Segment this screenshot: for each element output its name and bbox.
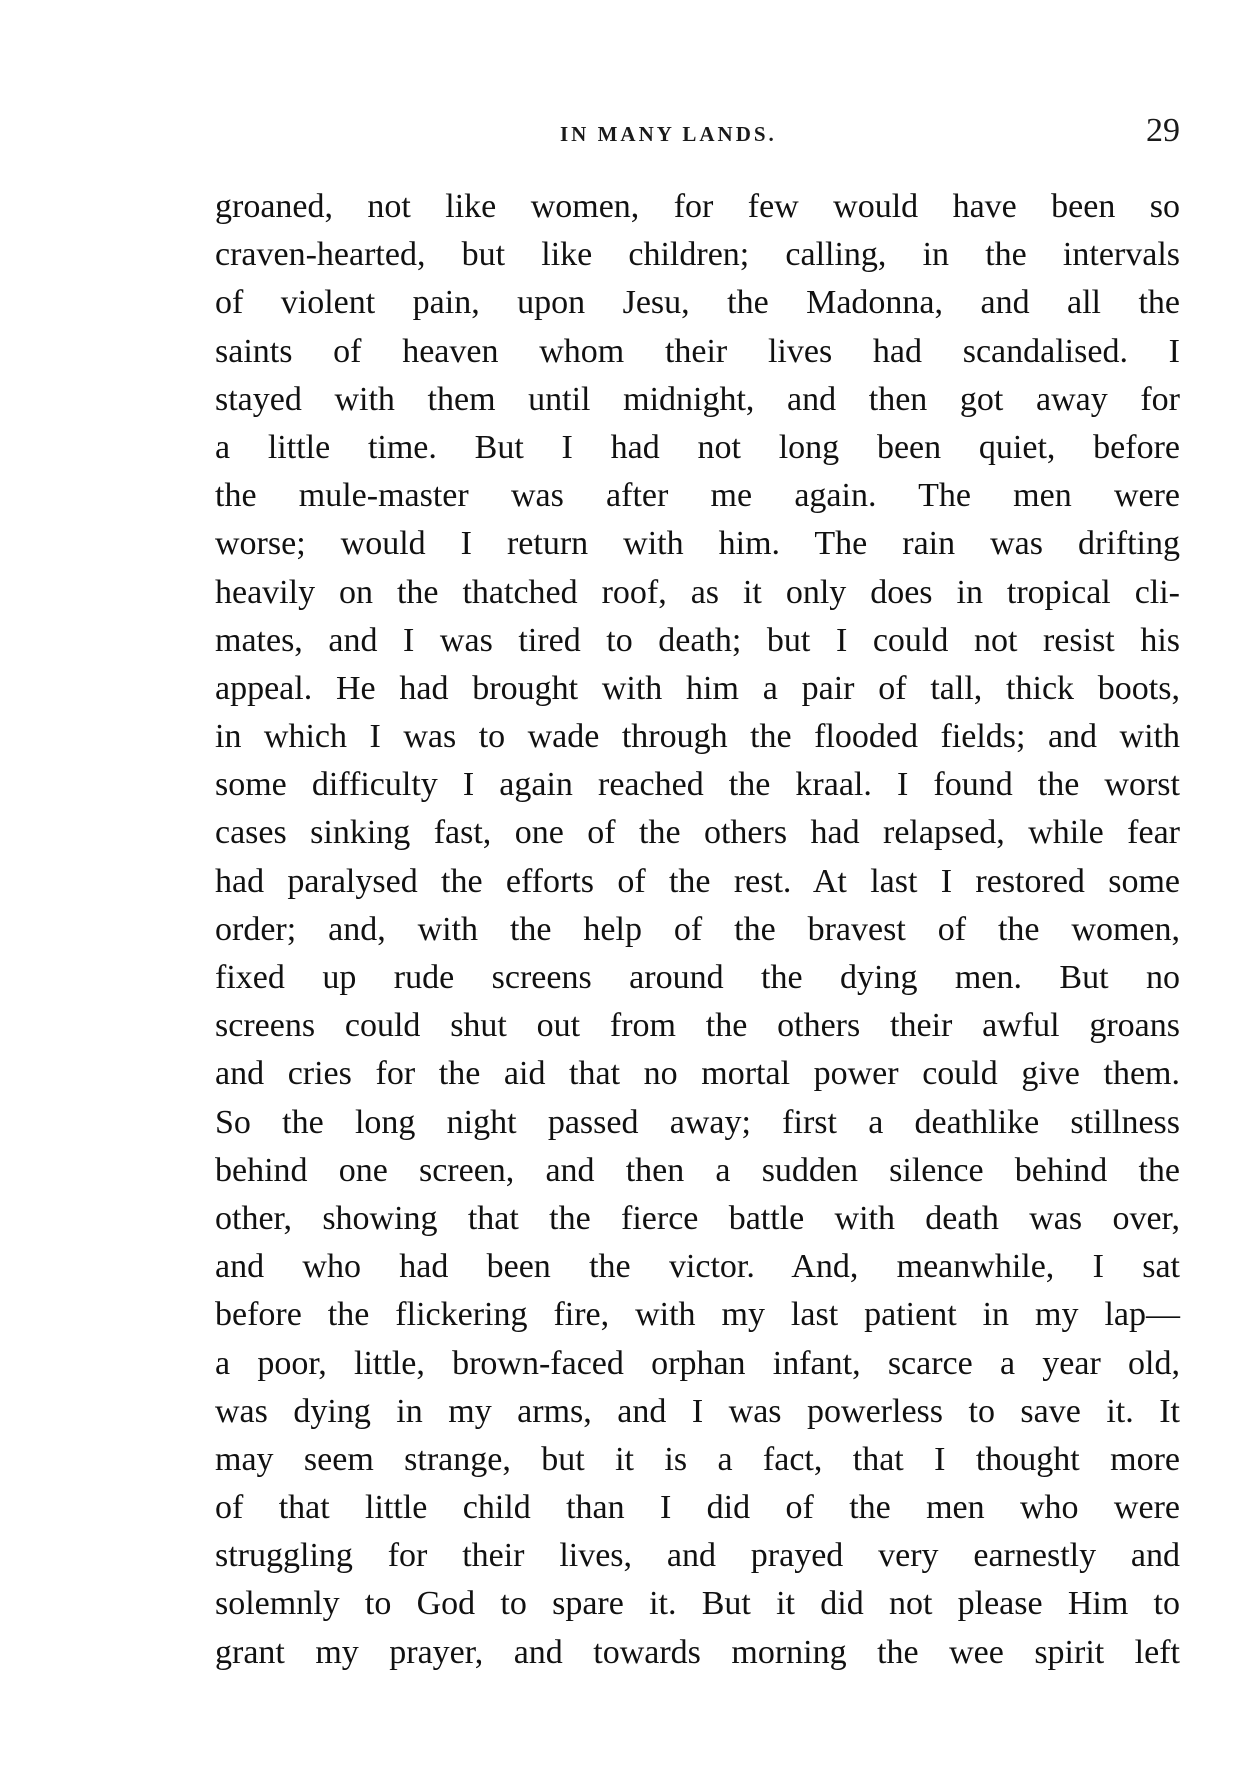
text-line: a little time. But I had not long been quiet, before xyxy=(215,428,1180,466)
text-line: heavily on the thatched roof, as it only does in tropical cli- xyxy=(215,573,1180,611)
text-line: the mule-master was after me again. The men were xyxy=(215,477,1180,515)
text-line: saints of heaven whom their lives had scandalised. I xyxy=(215,332,1180,370)
text-line: struggling for their lives, and prayed very earnestly and xyxy=(215,1537,1180,1575)
text-line: order; and, with the help of the bravest of the women, xyxy=(215,910,1180,948)
text-line: screens could shut out from the others their awful groans xyxy=(215,1007,1180,1045)
page-number: 29 xyxy=(1146,112,1180,149)
text-line: before the flickering fire, with my last patient in my lap— xyxy=(215,1296,1180,1334)
text-line: other, showing that the fierce battle with death was over, xyxy=(215,1199,1180,1237)
text-line: in which I was to wade through the flooded fields; and with xyxy=(215,718,1180,756)
text-line: some difficulty I again reached the kraal. I found the worst xyxy=(215,766,1180,804)
body-text xyxy=(215,183,1180,1677)
text-line: worse; would I return with him. The rain was drifting xyxy=(215,525,1180,563)
text-line: was dying in my arms, and I was powerless to save it. It xyxy=(215,1392,1180,1430)
text-line: may seem strange, but it is a fact, that I thought more xyxy=(215,1440,1180,1478)
text-line: and who had been the victor. And, meanwhile, I sat xyxy=(215,1248,1180,1286)
text-line: So the long night passed away; first a deathlike stillness xyxy=(215,1103,1180,1141)
text-line: had paralysed the efforts of the rest. At last I restored some xyxy=(215,862,1180,900)
text-line: cases sinking fast, one of the others had relapsed, while fear xyxy=(215,814,1180,852)
running-head xyxy=(215,112,1180,156)
text-line: grant my prayer, and towards morning the wee spirit left xyxy=(215,1633,1180,1671)
text-line: groaned, not like women, for few would have been so xyxy=(215,188,1180,225)
text-line: stayed with them until midnight, and then got away for xyxy=(215,380,1180,418)
text-line: fixed up rude screens around the dying men. But no xyxy=(215,959,1180,996)
text-line: solemnly to God to spare it. But it did not please Him to xyxy=(215,1585,1180,1623)
text-line: appeal. He had brought with him a pair of tall, thick boots, xyxy=(215,669,1180,707)
text-line: craven-hearted, but like children; calling, in the intervals xyxy=(215,236,1180,274)
text-line: of that little child than I did of the men who were xyxy=(215,1489,1180,1527)
text-line: a poor, little, brown-faced orphan infant, scarce a year old, xyxy=(215,1344,1180,1382)
text-line: of violent pain, upon Jesu, the Madonna, and all the xyxy=(215,284,1180,322)
text-line: behind one screen, and then a sudden silence behind the xyxy=(215,1151,1180,1189)
text-line: and cries for the aid that no mortal power could give them. xyxy=(215,1055,1180,1093)
running-title: IN MANY LANDS. xyxy=(560,122,777,146)
text-line: mates, and I was tired to death; but I could not resist his xyxy=(215,621,1180,659)
